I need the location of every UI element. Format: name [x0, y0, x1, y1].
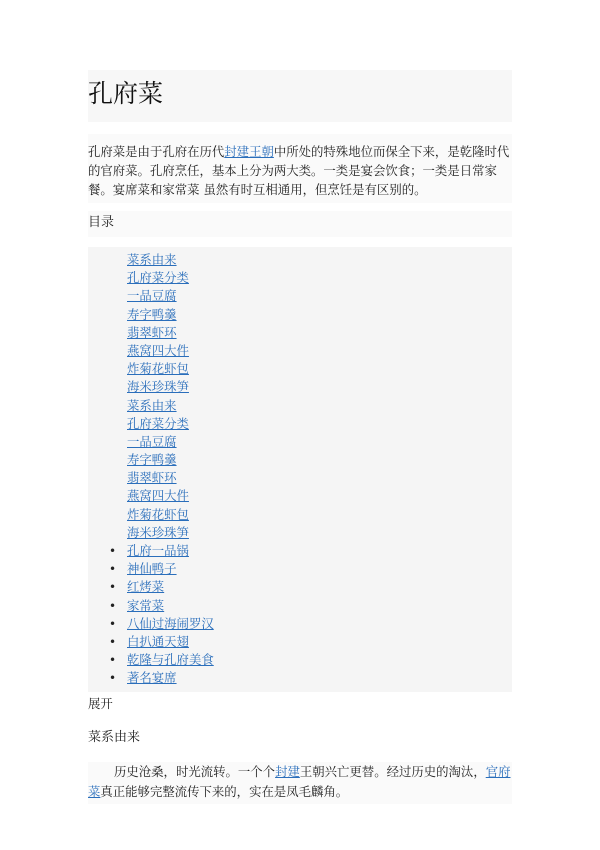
title-block — [88, 70, 512, 122]
toc-bullet-item[interactable] — [88, 633, 512, 651]
toc-bullet-item[interactable] — [88, 542, 512, 560]
toc-link[interactable]: 寿字鸭羹 — [127, 452, 177, 468]
toc-heading: 目录 — [88, 211, 512, 237]
page-title: 孔府菜 — [88, 79, 164, 108]
toc-item[interactable] — [88, 306, 512, 324]
bullet-icon: • — [109, 580, 117, 595]
toc-link[interactable]: 海米珍珠笋 — [127, 379, 189, 395]
toc-bullet-item[interactable] — [88, 615, 512, 633]
toc-link[interactable]: 一品豆腐 — [127, 433, 177, 449]
section-text-1: 历史沧桑，时光流转。一个个 — [114, 763, 276, 779]
toc-bullet-item[interactable] — [88, 578, 512, 596]
intro-link-feudal-dynasty[interactable]: 封建王朝 — [224, 144, 274, 159]
expand-button[interactable]: 展开 — [88, 695, 113, 711]
toc-item[interactable] — [88, 269, 512, 287]
toc-bullet-item[interactable] — [88, 669, 512, 687]
toc-link[interactable]: 白扒通天翅 — [127, 633, 189, 649]
toc-link[interactable]: 翡翠虾环 — [127, 470, 177, 486]
bullet-icon: • — [109, 634, 117, 649]
section-text-2: 王朝兴亡更替。经过历史的淘汰， — [299, 763, 486, 779]
toc-item[interactable] — [88, 287, 512, 305]
toc-link[interactable]: 孔府一品锅 — [127, 543, 189, 558]
toc-link[interactable]: 八仙过海闹罗汉 — [127, 615, 214, 631]
toc-item[interactable] — [88, 487, 512, 505]
toc-item[interactable] — [88, 342, 512, 360]
toc-item[interactable] — [88, 415, 512, 433]
section-paragraph — [88, 762, 512, 804]
toc-item[interactable] — [88, 433, 512, 451]
toc-bullet-item[interactable] — [88, 560, 512, 578]
toc-link[interactable]: 著名宴席 — [127, 670, 177, 686]
toc-link[interactable]: 一品豆腐 — [127, 288, 177, 304]
article — [88, 70, 512, 804]
toc-link[interactable]: 炸菊花虾包 — [127, 361, 189, 377]
bullet-icon: • — [109, 671, 117, 686]
toc-link[interactable]: 孔府菜分类 — [127, 270, 189, 286]
toc-link[interactable]: 神仙鸭子 — [127, 561, 177, 577]
section-heading: 菜系由来 — [88, 729, 141, 745]
toc-item[interactable] — [88, 324, 512, 342]
bullet-icon: • — [109, 544, 117, 558]
toc-link[interactable]: 红烤菜 — [127, 579, 165, 595]
toc-link[interactable]: 菜系由来 — [127, 397, 177, 413]
intro-text-2: 中所处的特殊地位而保全下来，是乾隆时代的官府菜。孔府烹任，基本上分为两大类。一类是宴会饮食；一类是日常家餐。宴席菜和家常菜 虽然有时互相通用，但烹饪是有区别的。 — [88, 144, 510, 197]
intro-text-1: 孔府菜是由于孔府在历代 — [88, 144, 225, 159]
bullet-icon: • — [109, 562, 117, 577]
toc-item[interactable] — [88, 251, 512, 269]
toc-link[interactable]: 乾隆与孔府美食 — [127, 652, 214, 668]
toc-link[interactable]: 海米珍珠笋 — [127, 524, 189, 540]
bullet-icon: • — [109, 616, 117, 631]
toc-item[interactable] — [88, 378, 512, 396]
section-text-3: 真正能够完整流传下来的，实在是凤毛麟角。 — [100, 783, 349, 799]
toc-link[interactable]: 孔府菜分类 — [127, 415, 189, 431]
section-link-feudal[interactable]: 封建 — [275, 763, 300, 779]
toc-item[interactable] — [88, 506, 512, 524]
intro-paragraph — [88, 134, 512, 203]
toc-bullet-item[interactable] — [88, 651, 512, 669]
toc-bullet-item[interactable] — [88, 597, 512, 615]
toc-item[interactable] — [88, 360, 512, 378]
bullet-icon: • — [109, 653, 117, 668]
toc-link[interactable]: 炸菊花虾包 — [127, 506, 189, 522]
toc-item[interactable] — [88, 451, 512, 469]
toc-link[interactable]: 燕窝四大件 — [127, 488, 189, 504]
section-link-official-cuisine[interactable]: 官府菜 — [88, 763, 511, 799]
toc-link[interactable]: 寿字鸭羹 — [127, 306, 177, 322]
bullet-icon: • — [109, 598, 117, 613]
toc-item[interactable] — [88, 397, 512, 415]
toc-link[interactable]: 翡翠虾环 — [127, 324, 177, 340]
table-of-contents — [88, 247, 512, 692]
toc-item[interactable] — [88, 524, 512, 542]
toc-link[interactable]: 燕窝四大件 — [127, 342, 189, 358]
toc-link[interactable]: 家常菜 — [127, 597, 165, 613]
toc-item[interactable] — [88, 469, 512, 487]
toc-link[interactable]: 菜系由来 — [127, 252, 177, 267]
